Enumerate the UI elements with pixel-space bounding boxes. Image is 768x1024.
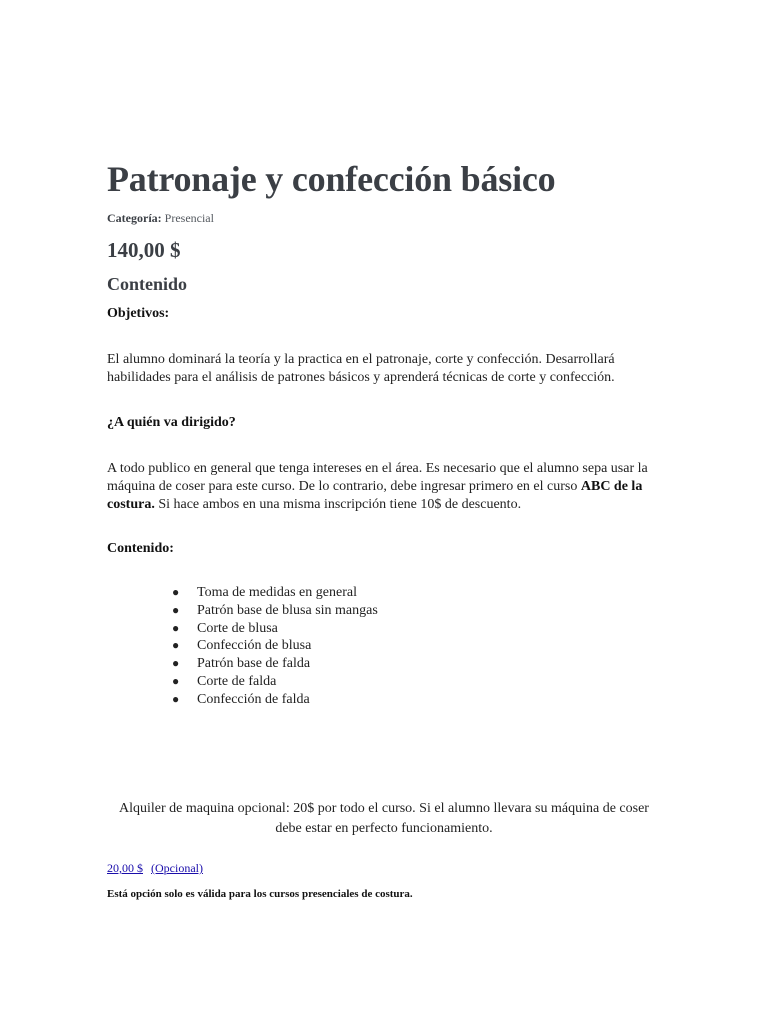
objectives-label: Objetivos: <box>107 306 170 321</box>
bullet-icon: ● <box>172 638 180 653</box>
abc-course-name: ABC de la costura. <box>107 479 643 512</box>
list-item: ● Confección de blusa <box>172 638 312 654</box>
page-title: Patronaje y confección básico <box>107 159 556 199</box>
machine-rental-note: Alquiler de maquina opcional: 20$ por todo el curso. Si el alumno llevara su máquina de coser debe estar en perfecto funcionamiento. <box>119 801 649 836</box>
content-list <box>169 584 378 709</box>
category-value: Presencial <box>164 211 214 225</box>
audience-text <box>107 460 667 514</box>
course-price: 140,00 $ <box>107 238 181 262</box>
bullet-icon: ● <box>172 656 180 671</box>
audience-text-end: Si hace ambos en una misma inscripción tiene 10$ de descuento. <box>154 497 522 512</box>
audience-text-start: A todo publico en general que tenga intereses en el área. Es necesario que el alumno sepa usar la máquina de coser para este curso. De lo contrario, debe ingresar primero en el curso <box>107 461 648 494</box>
category-line <box>107 211 214 226</box>
category-label: Categoría: <box>107 211 162 225</box>
option-price: 20,00 $ <box>107 861 143 875</box>
list-item: ● Patrón base de blusa sin mangas <box>172 602 378 618</box>
list-item: ● Confección de falda <box>172 691 310 707</box>
list-item: ● Patrón base de falda <box>172 656 311 672</box>
bullet-icon: ● <box>172 585 180 599</box>
bullet-icon: ● <box>172 673 180 688</box>
list-item: ● Corte de falda <box>172 673 277 689</box>
option-label: (Opcional) <box>151 861 203 875</box>
bullet-icon: ● <box>172 691 180 706</box>
list-item: ● Corte de blusa <box>172 620 278 636</box>
content-heading: Contenido <box>107 274 188 294</box>
audience-label: ¿A quién va dirigido? <box>107 415 236 430</box>
objectives-text: El alumno dominará la teoría y la practica en el patronaje, corte y confección. Desarrollará habilidades para el análisis de patrones básicos y aprenderá técnicas de corte y confección. <box>107 352 615 385</box>
content-label: Contenido: <box>107 541 174 556</box>
bullet-icon: ● <box>172 602 180 617</box>
list-item: ● Toma de medidas en general <box>172 585 357 600</box>
optional-rental-link[interactable] <box>107 861 203 876</box>
validity-note: Está opción solo es válida para los cursos presenciales de costura. <box>107 888 413 900</box>
bullet-icon: ● <box>172 620 180 635</box>
